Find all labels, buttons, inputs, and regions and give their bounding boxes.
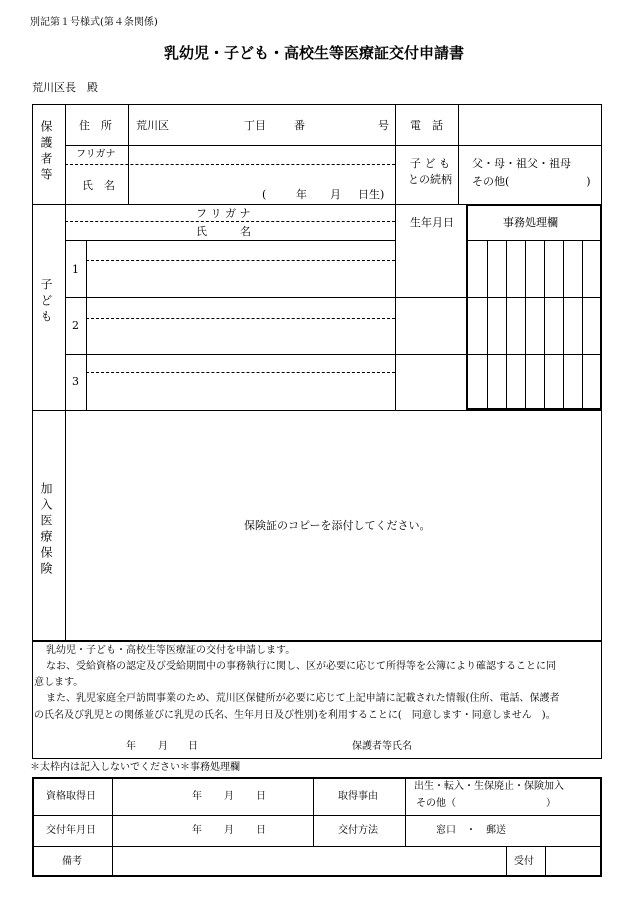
- guardian-name-field[interactable]: [130, 166, 392, 186]
- signature-field[interactable]: [418, 738, 598, 756]
- remarks-label: 備考: [62, 856, 82, 867]
- date-day: 日: [188, 741, 198, 752]
- child-1-birth-field[interactable]: [397, 242, 465, 296]
- birth-day: 日生): [358, 188, 385, 201]
- acquire-date-day: 日: [256, 791, 266, 802]
- page-title: 乳幼児・子ども・高校生等医療証交付申請書: [164, 44, 465, 62]
- child-2-name-field[interactable]: [88, 299, 393, 353]
- birth-month: 月: [330, 188, 341, 201]
- form-number: 別記第１号様式(第４条関係): [30, 17, 158, 28]
- received-label: 受付: [514, 856, 534, 867]
- reasons-line-1[interactable]: 出生・転入・生保廃止・保険加入: [414, 781, 564, 792]
- acquire-date-label: 資格取得日: [46, 791, 96, 802]
- child-row-number: 2: [72, 319, 79, 332]
- addressee: 荒川区長 殿: [32, 81, 98, 94]
- furigana-label: フリガナ: [76, 149, 116, 160]
- child-row-number: 3: [72, 375, 79, 388]
- issue-date-month: 月: [224, 825, 234, 836]
- address-ban: 番: [294, 119, 305, 132]
- child-3-birth-field[interactable]: [397, 356, 465, 409]
- declaration-line-5: の氏名及び乳児との関係並びに乳児の氏名、生年月日及び性別)を利用することに( 同意します・同意しません )。: [34, 710, 556, 721]
- acquire-date-month: 月: [224, 791, 234, 802]
- declaration-line-2: なお、受給資格の認定及び受給期間中の事務執行に関し、区が必要に応じて所得等を公簿により確認することに同: [46, 661, 556, 672]
- issue-date-label: 交付年月日: [46, 825, 96, 836]
- children-birth-header: 生年月日: [410, 216, 454, 229]
- declaration-line-3: 意します。: [34, 677, 84, 688]
- reasons-line-2[interactable]: その他（ ）: [416, 798, 556, 809]
- date-month: 月: [158, 741, 168, 752]
- guardian-furigana-field[interactable]: [130, 147, 392, 163]
- child-2-birth-field[interactable]: [397, 299, 465, 353]
- children-section-label: 子ども: [39, 278, 53, 326]
- birth-open: (: [262, 188, 267, 201]
- phone-label: 電 話: [410, 119, 443, 132]
- child-row-number: 1: [72, 263, 79, 276]
- issue-method-label: 交付方法: [338, 825, 378, 836]
- acquire-reason-label: 取得事由: [338, 791, 378, 802]
- child-3-name-field[interactable]: [88, 356, 393, 409]
- name-label: 氏 名: [82, 179, 115, 192]
- address-label: 住 所: [79, 119, 112, 132]
- relation-label-2: との続柄: [408, 173, 452, 186]
- signature-label: 保護者等氏名: [352, 741, 412, 752]
- children-name-header: 氏 名: [196, 225, 251, 238]
- date-year: 年: [126, 741, 136, 752]
- office-header: 事務処理欄: [503, 216, 558, 229]
- issue-methods[interactable]: 窓口 ・ 郵送: [436, 825, 506, 836]
- phone-field[interactable]: [460, 106, 600, 144]
- issue-date-day: 日: [256, 825, 266, 836]
- insurance-section-label: 加入医療保険: [39, 482, 53, 578]
- insurance-area[interactable]: [67, 412, 600, 639]
- relation-label-1: 子 ど も: [410, 157, 450, 170]
- relation-options[interactable]: 父・母・祖父・祖母: [472, 157, 571, 170]
- guardian-section-label: 保護者等: [39, 120, 53, 184]
- remarks-field[interactable]: [114, 848, 504, 875]
- received-stamp-field[interactable]: [547, 848, 600, 875]
- issue-date-year: 年: [192, 825, 202, 836]
- insurance-note: 保険証のコピーを添付してください。: [244, 519, 431, 532]
- relation-other[interactable]: その他( ): [472, 175, 591, 188]
- acquire-date-year: 年: [192, 791, 202, 802]
- declaration-line-1: 乳幼児・子ども・高校生等医療証の交付を申請します。: [46, 645, 296, 656]
- office-note: ＊太枠内は記入しないでください＊事務処理欄: [30, 762, 240, 773]
- declaration-line-4: また、乳児家庭全戸訪問事業のため、荒川区保健所が必要に応じて上記申請に記載された情報(住所、電話、保護者: [46, 693, 560, 704]
- address-chome: 丁目: [244, 119, 266, 132]
- child-1-name-field[interactable]: [88, 242, 393, 296]
- address-value[interactable]: 荒川区: [136, 119, 169, 132]
- birth-year: 年: [296, 188, 307, 201]
- address-go: 号: [378, 119, 389, 132]
- children-furigana-header: フ リ ガ ナ: [196, 207, 251, 220]
